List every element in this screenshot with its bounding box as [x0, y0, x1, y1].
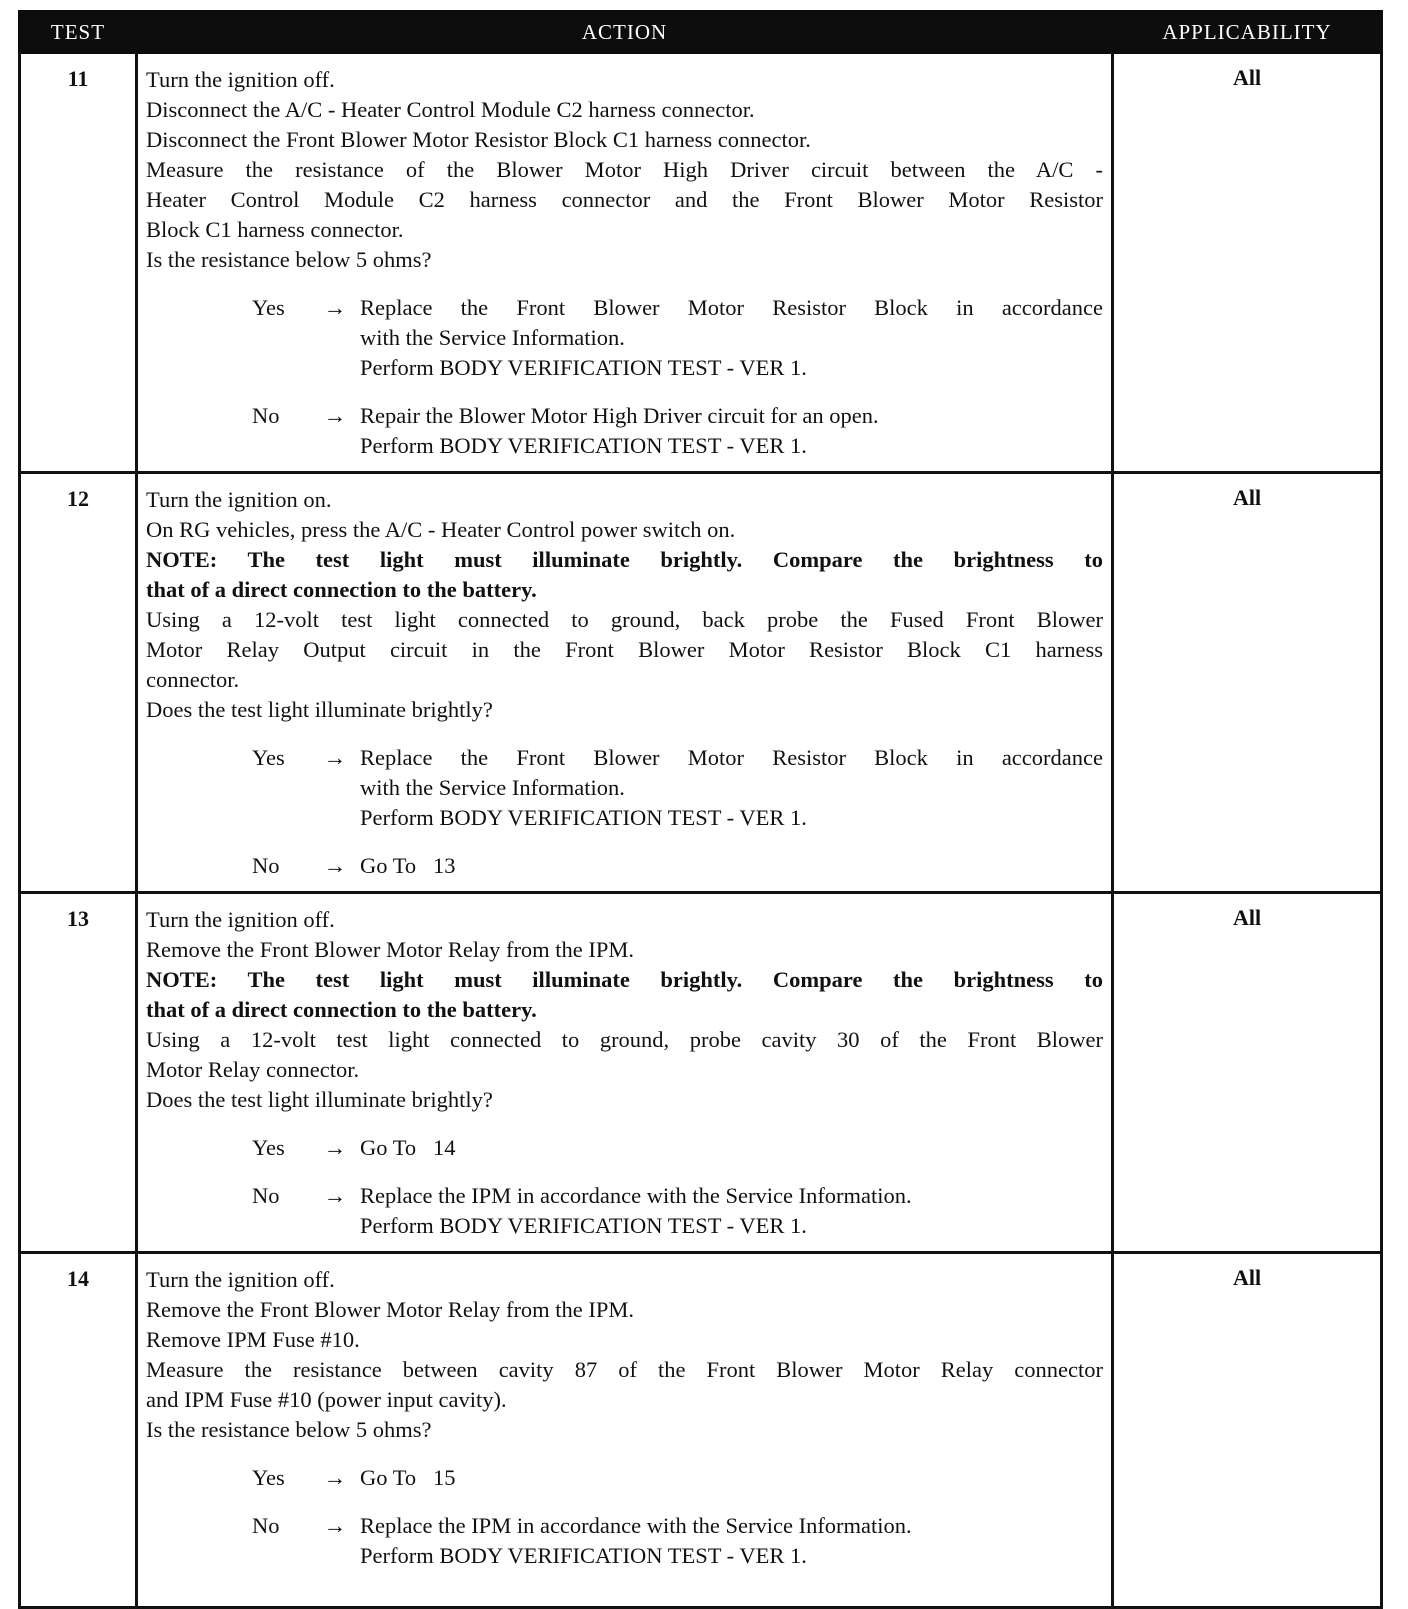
branch-line: Replace the IPM in accordance with the Service Information.	[360, 1183, 912, 1208]
branch-line: Repair the Blower Motor High Driver circuit for an open.	[360, 403, 879, 428]
action-line: Is the resistance below 5 ohms?	[146, 247, 432, 272]
diagnostic-table	[18, 10, 1383, 1609]
yes-branch	[146, 1133, 1103, 1163]
yes-branch	[146, 293, 1103, 383]
branch-line: Replace the IPM in accordance with the Service Information.	[360, 1513, 912, 1538]
no-branch	[146, 851, 1103, 881]
test-row-11	[20, 53, 1382, 473]
test-number: 12	[20, 473, 137, 893]
table-header-row	[20, 12, 1382, 53]
header-test: TEST	[20, 12, 137, 53]
branch-line: Perform BODY VERIFICATION TEST - VER 1.	[360, 1213, 807, 1238]
test-number: 13	[20, 893, 137, 1253]
action-line: Heater Control Module C2 harness connector and the Front Blower Motor Resistor	[146, 187, 1103, 212]
yes-label: Yes	[252, 1135, 285, 1160]
action-line: Does the test light illuminate brightly?	[146, 1087, 493, 1112]
header-applicability: APPLICABILITY	[1113, 12, 1382, 53]
note-line: that of a direct connection to the battery.	[146, 997, 537, 1022]
goto-link[interactable]: Go To 13	[360, 853, 456, 878]
action-line: On RG vehicles, press the A/C - Heater Control power switch on.	[146, 517, 736, 542]
action-line: connector.	[146, 667, 240, 692]
branch-line: Perform BODY VERIFICATION TEST - VER 1.	[360, 805, 807, 830]
arrow-right-icon: →	[323, 745, 347, 770]
action-line: Using a 12-volt test light connected to ground, probe cavity 30 of the Front Blower	[146, 1027, 1103, 1052]
action-line: Turn the ignition off.	[146, 907, 335, 932]
arrow-right-icon: →	[323, 295, 347, 320]
arrow-right-icon: →	[323, 403, 347, 428]
branch-line: Perform BODY VERIFICATION TEST - VER 1.	[360, 1543, 807, 1568]
action-line: Using a 12-volt test light connected to ground, back probe the Fused Front Blower	[146, 607, 1103, 632]
no-label: No	[252, 1513, 280, 1538]
applicability-value: All	[1113, 53, 1382, 473]
no-branch	[146, 1511, 1103, 1571]
branch-line: with the Service Information.	[360, 325, 625, 350]
action-line: Remove the Front Blower Motor Relay from the IPM.	[146, 1297, 635, 1322]
action-line: Remove the Front Blower Motor Relay from the IPM.	[146, 937, 635, 962]
yes-label: Yes	[252, 295, 285, 320]
diagnostic-test-sheet	[18, 10, 1380, 1609]
test-number: 14	[20, 1253, 137, 1608]
branch-line: with the Service Information.	[360, 775, 625, 800]
test-row-12	[20, 473, 1382, 893]
action-line: Disconnect the Front Blower Motor Resistor Block C1 harness connector.	[146, 127, 811, 152]
applicability-value: All	[1113, 1253, 1382, 1608]
branch-line: Replace the Front Blower Motor Resistor Block in accordance	[360, 295, 1103, 320]
arrow-right-icon: →	[323, 1135, 347, 1160]
action-line: Turn the ignition on.	[146, 487, 332, 512]
yes-label: Yes	[252, 1465, 285, 1490]
yes-branch	[146, 743, 1103, 833]
no-branch	[146, 401, 1103, 461]
branch-line: Replace the Front Blower Motor Resistor Block in accordance	[360, 745, 1103, 770]
arrow-right-icon: →	[323, 1513, 347, 1538]
arrow-right-icon: →	[323, 1183, 347, 1208]
action-line: Motor Relay connector.	[146, 1057, 360, 1082]
no-label: No	[252, 853, 280, 878]
branch-line: Perform BODY VERIFICATION TEST - VER 1.	[360, 355, 807, 380]
yes-branch	[146, 1463, 1103, 1493]
action-cell	[137, 1253, 1113, 1608]
action-line: Turn the ignition off.	[146, 67, 335, 92]
action-cell	[137, 473, 1113, 893]
test-row-13	[20, 893, 1382, 1253]
arrow-right-icon: →	[323, 853, 347, 878]
no-label: No	[252, 403, 280, 428]
yes-label: Yes	[252, 745, 285, 770]
note-line: NOTE: The test light must illuminate brightly. Compare the brightness to	[146, 547, 1103, 572]
action-cell	[137, 53, 1113, 473]
test-number: 11	[20, 53, 137, 473]
goto-link[interactable]: Go To 15	[360, 1465, 456, 1490]
branch-line: Perform BODY VERIFICATION TEST - VER 1.	[360, 433, 807, 458]
action-line: Motor Relay Output circuit in the Front Blower Motor Resistor Block C1 harness	[146, 637, 1103, 662]
action-line: Block C1 harness connector.	[146, 217, 404, 242]
action-line: Remove IPM Fuse #10.	[146, 1327, 360, 1352]
action-line: and IPM Fuse #10 (power input cavity).	[146, 1387, 507, 1412]
applicability-value: All	[1113, 473, 1382, 893]
header-action: ACTION	[137, 12, 1113, 53]
action-line: Measure the resistance between cavity 87 of the Front Blower Motor Relay connector	[146, 1357, 1103, 1382]
no-branch	[146, 1181, 1103, 1241]
action-line: Measure the resistance of the Blower Motor High Driver circuit between the A/C -	[146, 157, 1103, 182]
action-cell	[137, 893, 1113, 1253]
action-line: Is the resistance below 5 ohms?	[146, 1417, 432, 1442]
test-row-14	[20, 1253, 1382, 1608]
arrow-right-icon: →	[323, 1465, 347, 1490]
note-line: that of a direct connection to the battery.	[146, 577, 537, 602]
applicability-value: All	[1113, 893, 1382, 1253]
action-line: Turn the ignition off.	[146, 1267, 335, 1292]
note-line: NOTE: The test light must illuminate brightly. Compare the brightness to	[146, 967, 1103, 992]
no-label: No	[252, 1183, 280, 1208]
goto-link[interactable]: Go To 14	[360, 1135, 456, 1160]
action-line: Does the test light illuminate brightly?	[146, 697, 493, 722]
action-line: Disconnect the A/C - Heater Control Module C2 harness connector.	[146, 97, 755, 122]
